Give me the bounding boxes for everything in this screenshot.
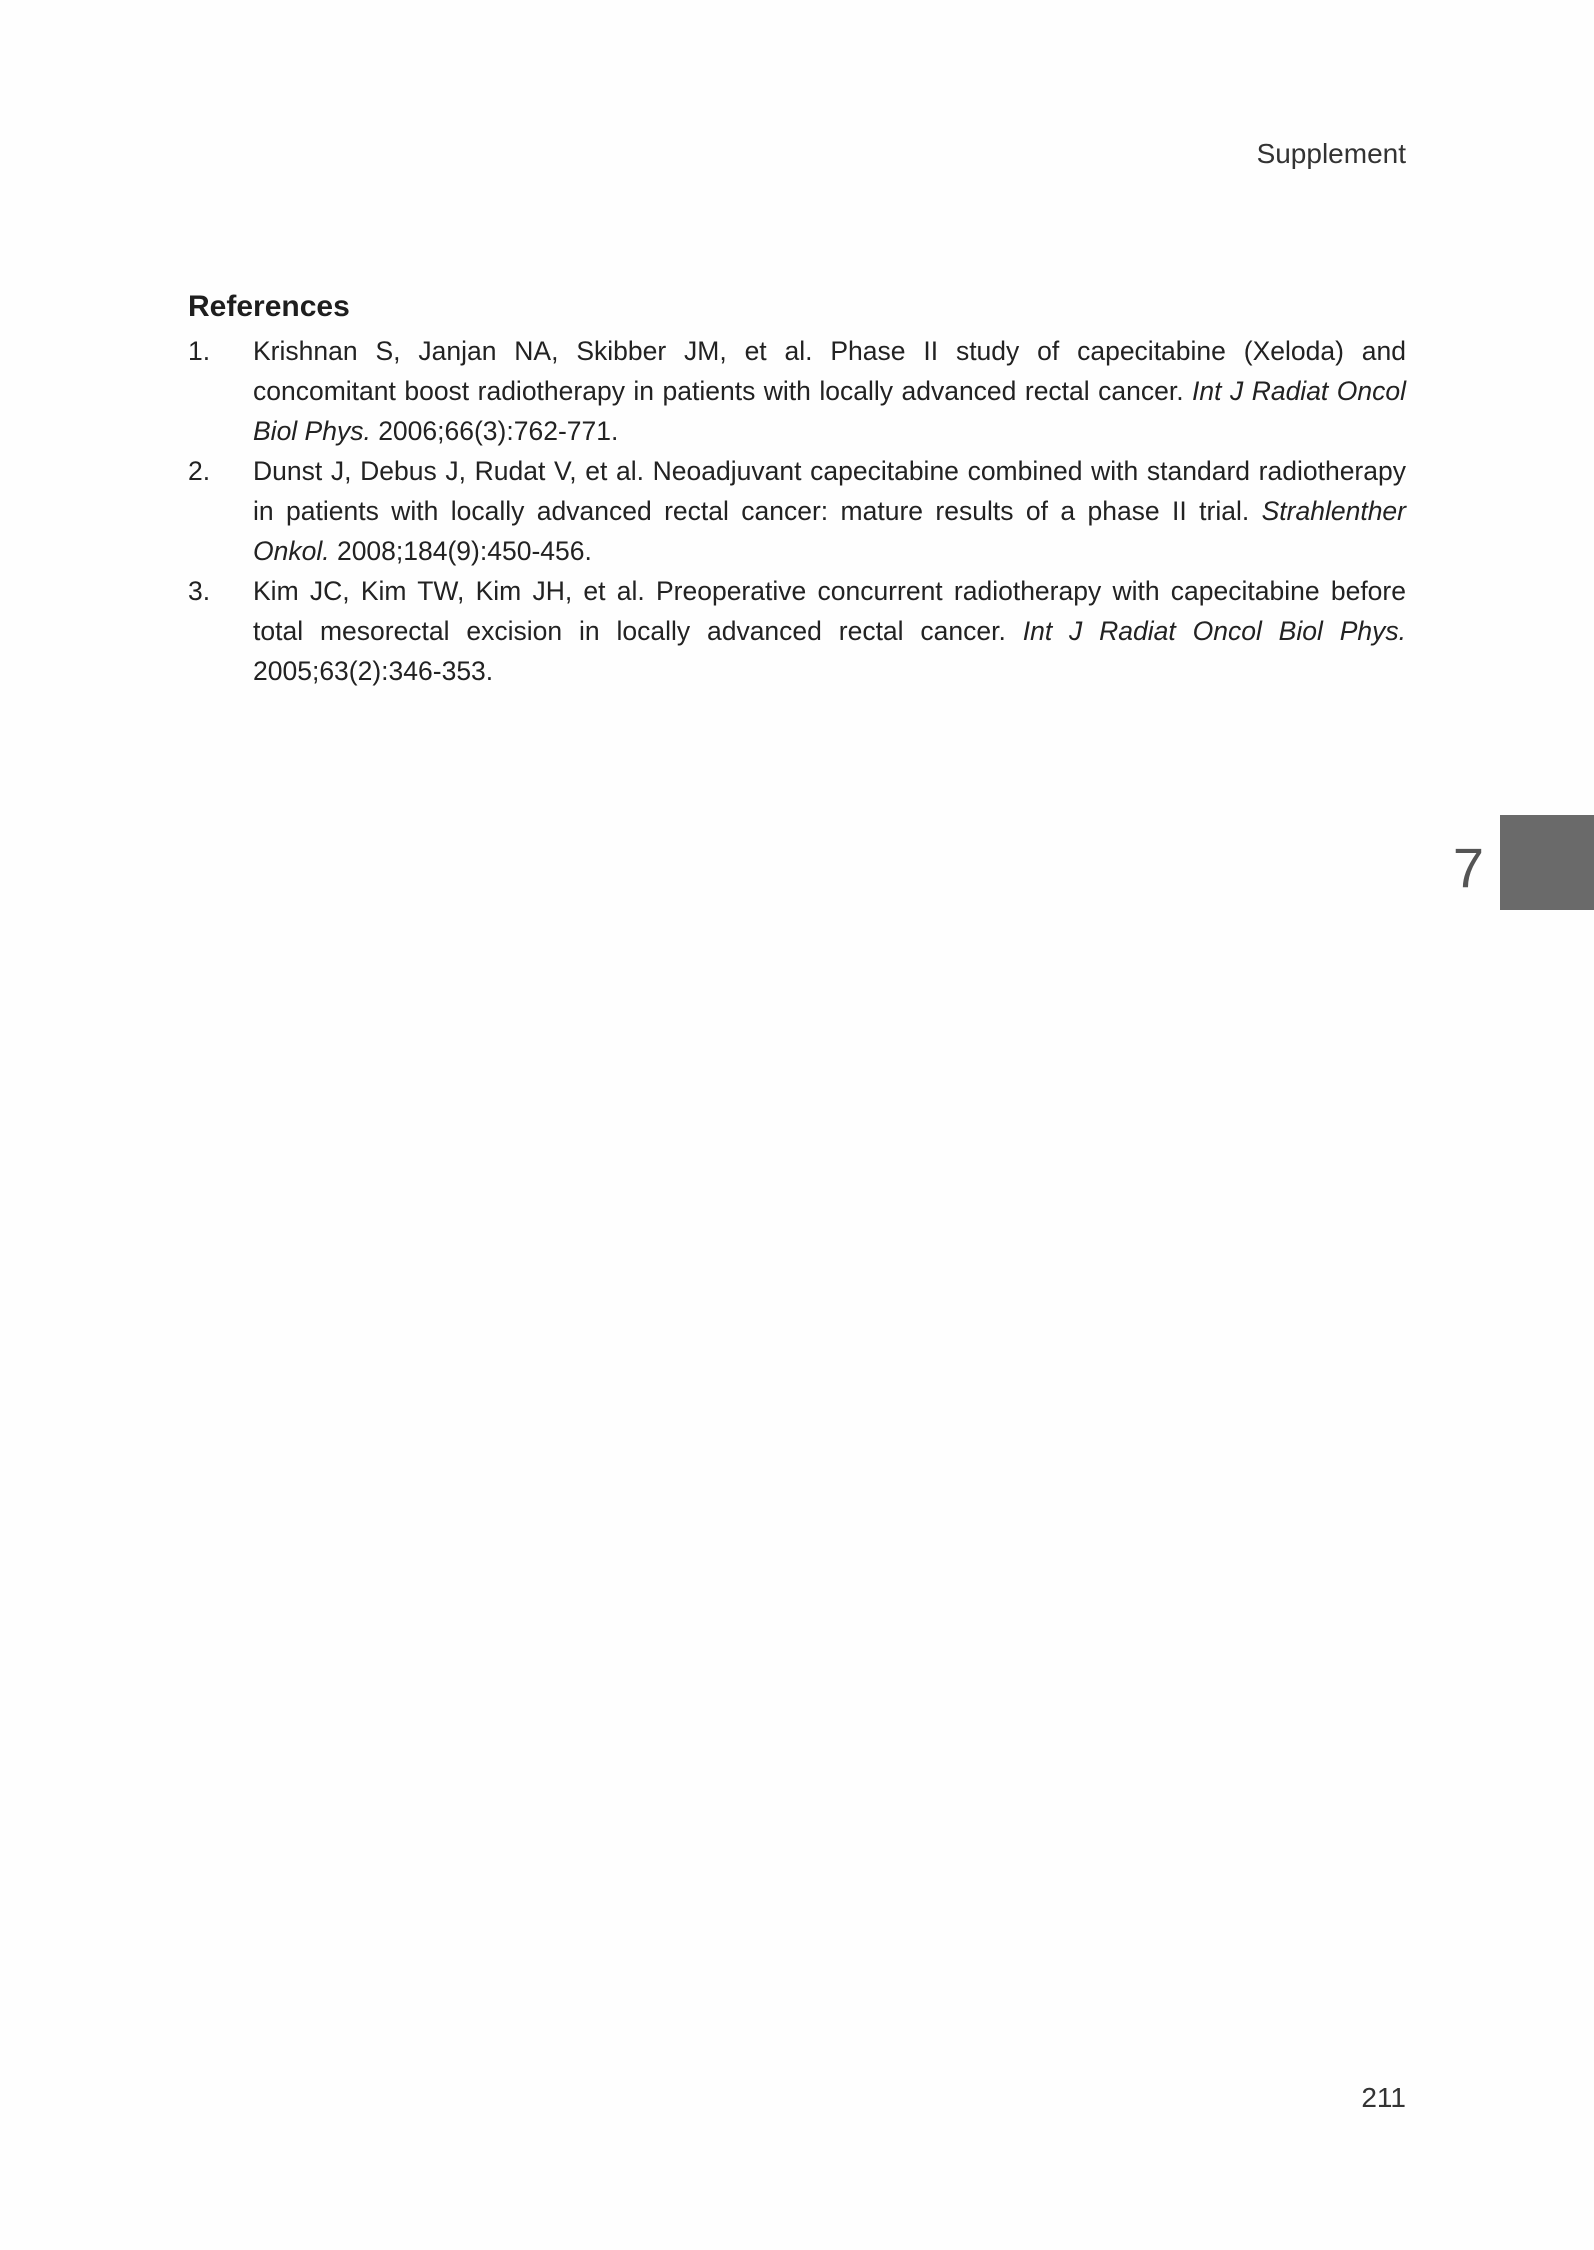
chapter-number: 7 <box>1452 836 1484 899</box>
reference-journal: Int J Radiat Oncol Biol Phys. <box>253 376 1406 446</box>
page-number: 211 <box>1361 2082 1406 2113</box>
reference-citation: 2006;66(3):762-771. <box>370 416 619 446</box>
reference-text <box>253 331 1406 451</box>
reference-citation: 2005;63(2):346-353. <box>253 656 494 686</box>
reference-journal: Int J Radiat Oncol Biol Phys. <box>1022 616 1407 646</box>
references-section <box>188 287 1406 691</box>
chapter-thumb-tab <box>1500 815 1594 910</box>
reference-journal: Strahlenther Onkol. <box>253 496 1406 566</box>
references-heading: References <box>188 290 350 323</box>
reference-item-2 <box>188 451 1406 571</box>
reference-text <box>253 571 1406 691</box>
reference-item-3 <box>188 571 1406 691</box>
reference-body: Krishnan S, Janjan NA, Skibber JM, et al. Phase II study of capecitabine (Xeloda) and concomitant boost radiotherapy in patients with locally advanced rectal cancer. <box>253 336 1406 406</box>
reference-body: Kim JC, Kim TW, Kim JH, et al. Preoperative concurrent radiotherapy with capecitabine before total mesorectal excision in locally advanced rectal cancer. <box>253 576 1406 646</box>
running-header: Supplement <box>1256 138 1406 169</box>
reference-citation: 2008;184(9):450-456. <box>329 536 592 566</box>
reference-number: 3. <box>188 576 211 606</box>
reference-item-1 <box>188 331 1406 451</box>
reference-text <box>253 451 1406 571</box>
reference-number: 1. <box>188 336 211 366</box>
reference-body: Dunst J, Debus J, Rudat V, et al. Neoadjuvant capecitabine combined with standard radiotherapy in patients with locally advanced rectal cancer: mature results of a phase II trial. <box>253 456 1406 526</box>
reference-number: 2. <box>188 456 211 486</box>
reference-list <box>188 331 1406 691</box>
